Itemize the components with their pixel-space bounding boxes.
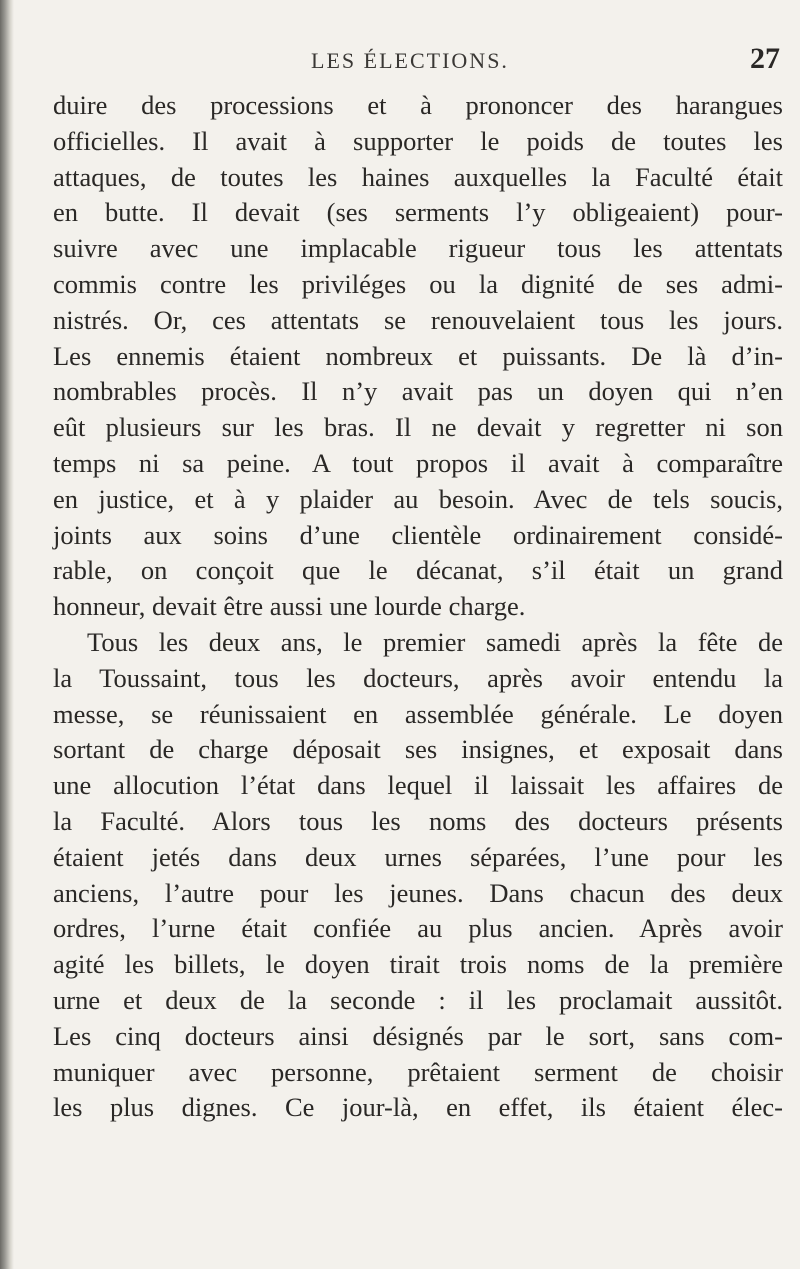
text-line: rable, on conçoit que le décanat, s’il était un grand: [53, 555, 783, 586]
text-line: en justice, et à y plaider au besoin. Avec de tels soucis,: [53, 483, 783, 514]
text-line: étaient jetés dans deux urnes séparées, l’une pour les: [53, 841, 783, 872]
text-line: eût plusieurs sur les bras. Il ne devait y regretter ni son: [53, 412, 783, 443]
text-line: ordres, l’urne était confiée au plus ancien. Après avoir: [53, 913, 783, 944]
text-line: joints aux soins d’une clientèle ordinairement considé-: [53, 519, 783, 550]
text-line: sortant de charge déposait ses insignes, et exposait dans: [53, 734, 783, 765]
text-line: les plus dignes. Ce jour-là, en effet, ils étaient élec-: [53, 1092, 783, 1123]
text-line: la Toussaint, tous les docteurs, après avoir entendu la: [53, 662, 783, 693]
text-line: nistrés. Or, ces attentats se renouvelaient tous les jours.: [53, 304, 783, 335]
text-line: Les cinq docteurs ainsi désignés par le sort, sans com-: [53, 1020, 783, 1051]
text-line: Les ennemis étaient nombreux et puissants. De là d’in-: [53, 340, 783, 371]
text-line: une allocution l’état dans lequel il laissait les affaires de: [53, 770, 783, 801]
page-number: 27: [750, 42, 780, 75]
running-title: LES ÉLECTIONS.: [311, 48, 509, 73]
text-line: messe, se réunissaient en assemblée générale. Le doyen: [53, 698, 783, 729]
text-line: la Faculté. Alors tous les noms des docteurs présents: [53, 805, 783, 836]
text-line: Tous les deux ans, le premier samedi après la fête de: [87, 626, 783, 657]
body-text: [53, 88, 783, 1126]
binding-shadow: [0, 0, 14, 1269]
text-line: muniquer avec personne, prêtaient serment de choisir: [53, 1056, 783, 1087]
text-line: nombrables procès. Il n’y avait pas un doyen qui n’en: [53, 376, 783, 407]
text-line: officielles. Il avait à supporter le poids de toutes les: [53, 125, 783, 156]
text-line: en butte. Il devait (ses serments l’y obligeaient) pour-: [53, 197, 783, 228]
text-line: duire des processions et à prononcer des harangues: [53, 90, 783, 120]
text-line: anciens, l’autre pour les jeunes. Dans chacun des deux: [53, 877, 783, 908]
text-line: suivre avec une implacable rigueur tous les attentats: [53, 233, 783, 264]
text-line: urne et deux de la seconde : il les proclamait aussitôt.: [53, 984, 783, 1015]
text-line: attaques, de toutes les haines auxquelles la Faculté était: [53, 161, 783, 192]
page-header: [40, 42, 780, 82]
text-line: temps ni sa peine. A tout propos il avait à comparaître: [53, 447, 783, 478]
text-line: agité les billets, le doyen tirait trois noms de la première: [53, 949, 783, 980]
text-line: commis contre les priviléges ou la dignité de ses admi-: [53, 268, 783, 299]
text-line: honneur, devait être aussi une lourde charge.: [53, 591, 526, 622]
